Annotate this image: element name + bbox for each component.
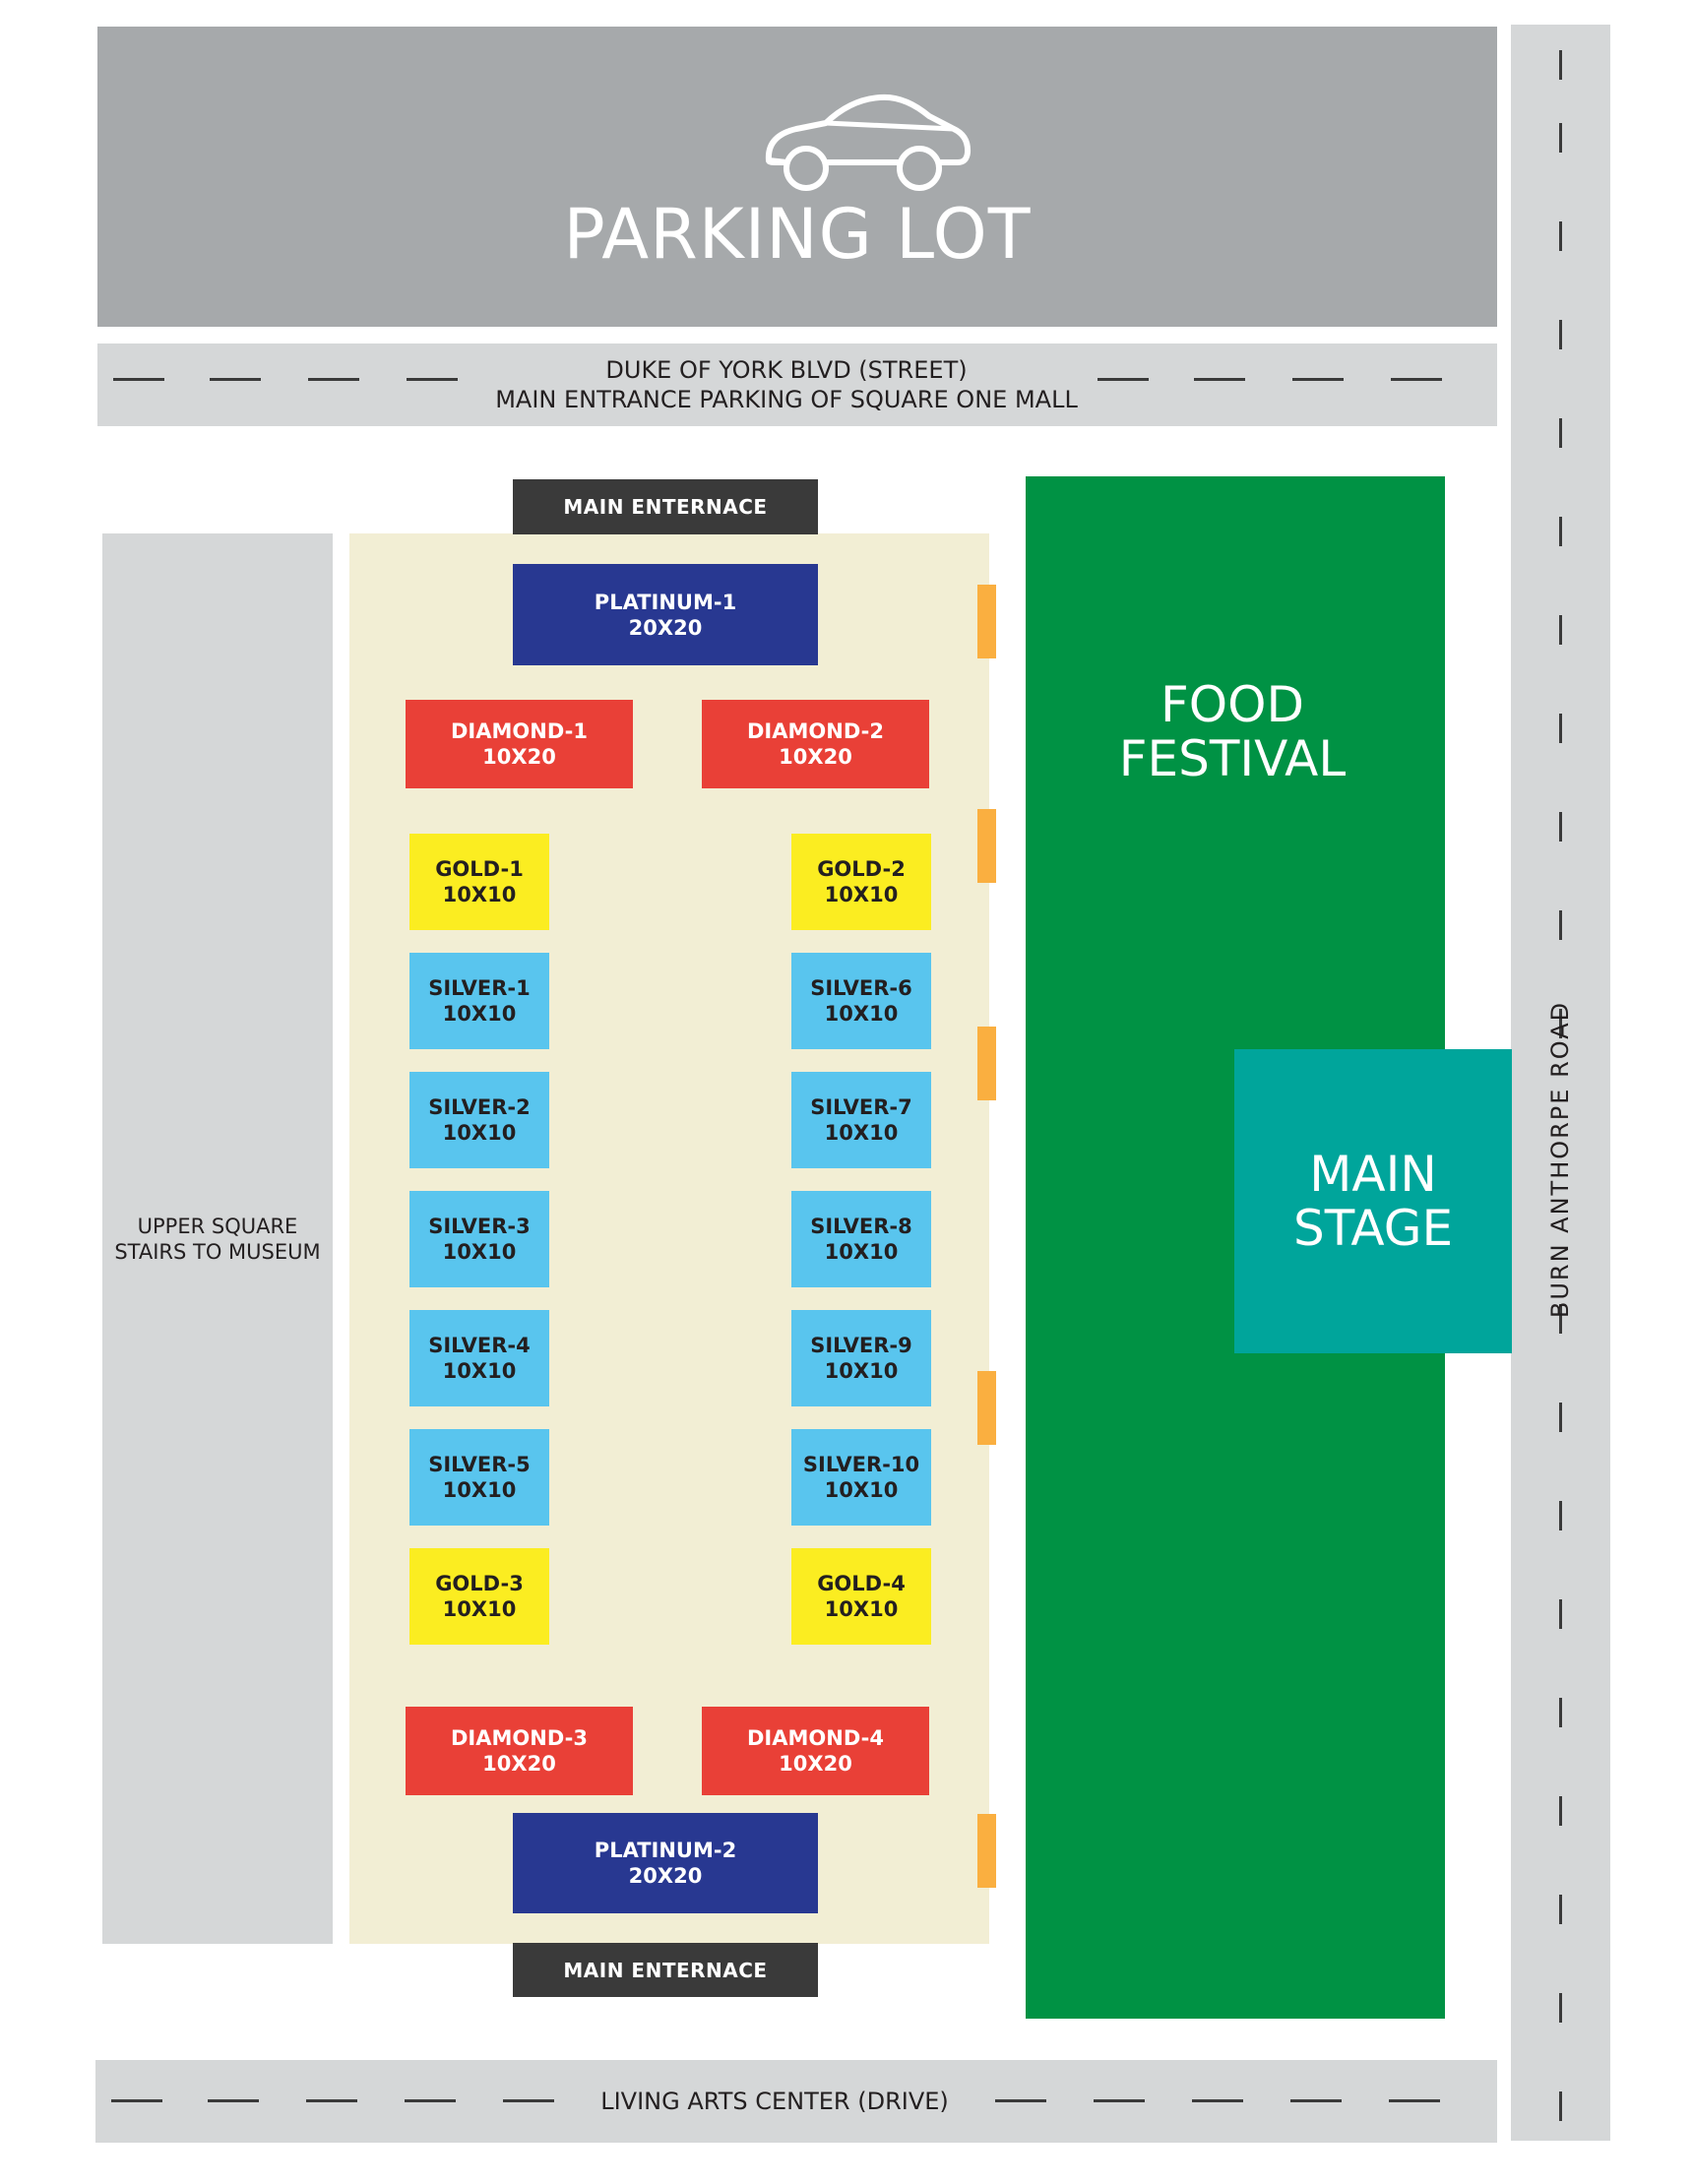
booth-diamond-1[interactable] xyxy=(406,700,633,788)
booth-silver-1[interactable] xyxy=(409,953,549,1049)
upper-square-line2: STAIRS TO MUSEUM xyxy=(114,1239,321,1264)
side-entrance-marker xyxy=(977,1814,996,1888)
booth-size: 10X10 xyxy=(442,883,517,906)
booth-size: 10X10 xyxy=(442,1478,517,1502)
booth-name: SILVER-6 xyxy=(810,976,912,1000)
upper-square xyxy=(102,533,333,1944)
booth-name: GOLD-4 xyxy=(817,1572,906,1595)
booth-name: SILVER-8 xyxy=(810,1215,912,1238)
booth-name: SILVER-1 xyxy=(428,976,531,1000)
booth-silver-8[interactable] xyxy=(791,1191,931,1287)
booth-name: PLATINUM-2 xyxy=(594,1839,737,1862)
booth-size: 10X10 xyxy=(824,1597,899,1621)
booth-name: SILVER-10 xyxy=(802,1453,920,1476)
main-stage-line1: MAIN xyxy=(1309,1145,1437,1203)
booth-name: GOLD-2 xyxy=(817,857,906,881)
food-festival-line2: FESTIVAL xyxy=(1118,730,1347,787)
booth-silver-3[interactable] xyxy=(409,1191,549,1287)
parking-lot xyxy=(97,27,1497,327)
main-entrance-bottom[interactable]: MAIN ENTERNACE xyxy=(513,1943,818,1997)
booth-size: 10X10 xyxy=(442,1002,517,1026)
booth-size: 10X10 xyxy=(824,1240,899,1264)
booth-name: SILVER-3 xyxy=(428,1215,531,1238)
main-entrance-top[interactable]: MAIN ENTERNACE xyxy=(513,479,818,534)
parking-lot-label: PARKING LOT xyxy=(563,194,1032,275)
booth-name: PLATINUM-1 xyxy=(594,590,737,614)
top-street-name: DUKE OF YORK BLVD (STREET) xyxy=(605,356,968,384)
booth-diamond-3[interactable] xyxy=(406,1707,633,1795)
booth-size: 10X10 xyxy=(442,1121,517,1145)
booth-name: SILVER-5 xyxy=(428,1453,531,1476)
booth-name: GOLD-3 xyxy=(435,1572,524,1595)
booth-silver-2[interactable] xyxy=(409,1072,549,1168)
booth-diamond-2[interactable] xyxy=(702,700,929,788)
booth-size: 10X20 xyxy=(779,1752,852,1776)
booth-size: 10X10 xyxy=(824,1478,899,1502)
side-entrance-marker xyxy=(977,1371,996,1445)
booth-name: DIAMOND-1 xyxy=(451,719,588,743)
booth-size: 10X10 xyxy=(824,883,899,906)
booth-size: 10X10 xyxy=(824,1121,899,1145)
right-road xyxy=(1511,25,1610,2141)
booth-size: 10X10 xyxy=(442,1597,517,1621)
main-stage-line2: STAGE xyxy=(1292,1199,1454,1257)
booth-silver-6[interactable] xyxy=(791,953,931,1049)
booth-name: GOLD-1 xyxy=(435,857,524,881)
booth-size: 10X10 xyxy=(824,1002,899,1026)
side-entrance-marker xyxy=(977,1027,996,1100)
booth-name: DIAMOND-4 xyxy=(747,1726,884,1750)
booth-size: 10X10 xyxy=(442,1240,517,1264)
food-festival-line1: FOOD xyxy=(1160,676,1304,733)
car-icon xyxy=(757,92,973,205)
upper-square-line1: UPPER SQUARE xyxy=(137,1214,298,1238)
right-road-label: BURN ANTHORPE ROAD xyxy=(1546,1000,1574,1319)
booth-platinum-1[interactable] xyxy=(513,564,818,665)
side-entrance-marker xyxy=(977,585,996,658)
booth-size: 10X20 xyxy=(482,1752,556,1776)
booth-diamond-4[interactable] xyxy=(702,1707,929,1795)
booth-name: SILVER-4 xyxy=(428,1334,531,1357)
booth-silver-5[interactable] xyxy=(409,1429,549,1526)
booth-name: DIAMOND-3 xyxy=(451,1726,588,1750)
booth-size: 10X10 xyxy=(824,1359,899,1383)
booth-size: 20X20 xyxy=(628,1864,703,1888)
booth-silver-10[interactable] xyxy=(791,1429,931,1526)
bottom-street-label: LIVING ARTS CENTER (DRIVE) xyxy=(600,2088,949,2115)
booth-gold-4[interactable] xyxy=(791,1548,931,1645)
top-street xyxy=(97,343,1497,426)
booth-name: DIAMOND-2 xyxy=(747,719,884,743)
booth-silver-9[interactable] xyxy=(791,1310,931,1406)
booth-silver-4[interactable] xyxy=(409,1310,549,1406)
booth-gold-1[interactable] xyxy=(409,834,549,930)
booth-gold-3[interactable] xyxy=(409,1548,549,1645)
bottom-street xyxy=(95,2060,1497,2143)
side-entrance-marker xyxy=(977,809,996,883)
top-street-subtitle: MAIN ENTRANCE PARKING OF SQUARE ONE MALL xyxy=(495,386,1078,413)
booth-name: SILVER-7 xyxy=(810,1095,912,1119)
booth-gold-2[interactable] xyxy=(791,834,931,930)
booth-platinum-2[interactable] xyxy=(513,1813,818,1913)
main-stage[interactable] xyxy=(1234,1049,1512,1353)
booth-name: SILVER-2 xyxy=(428,1095,531,1119)
booth-silver-7[interactable] xyxy=(791,1072,931,1168)
food-festival-label xyxy=(1026,678,1439,786)
booth-name: SILVER-9 xyxy=(810,1334,912,1357)
booth-size: 10X20 xyxy=(779,745,852,769)
booth-size: 20X20 xyxy=(628,615,703,640)
booth-size: 10X20 xyxy=(482,745,556,769)
booth-size: 10X10 xyxy=(442,1359,517,1383)
